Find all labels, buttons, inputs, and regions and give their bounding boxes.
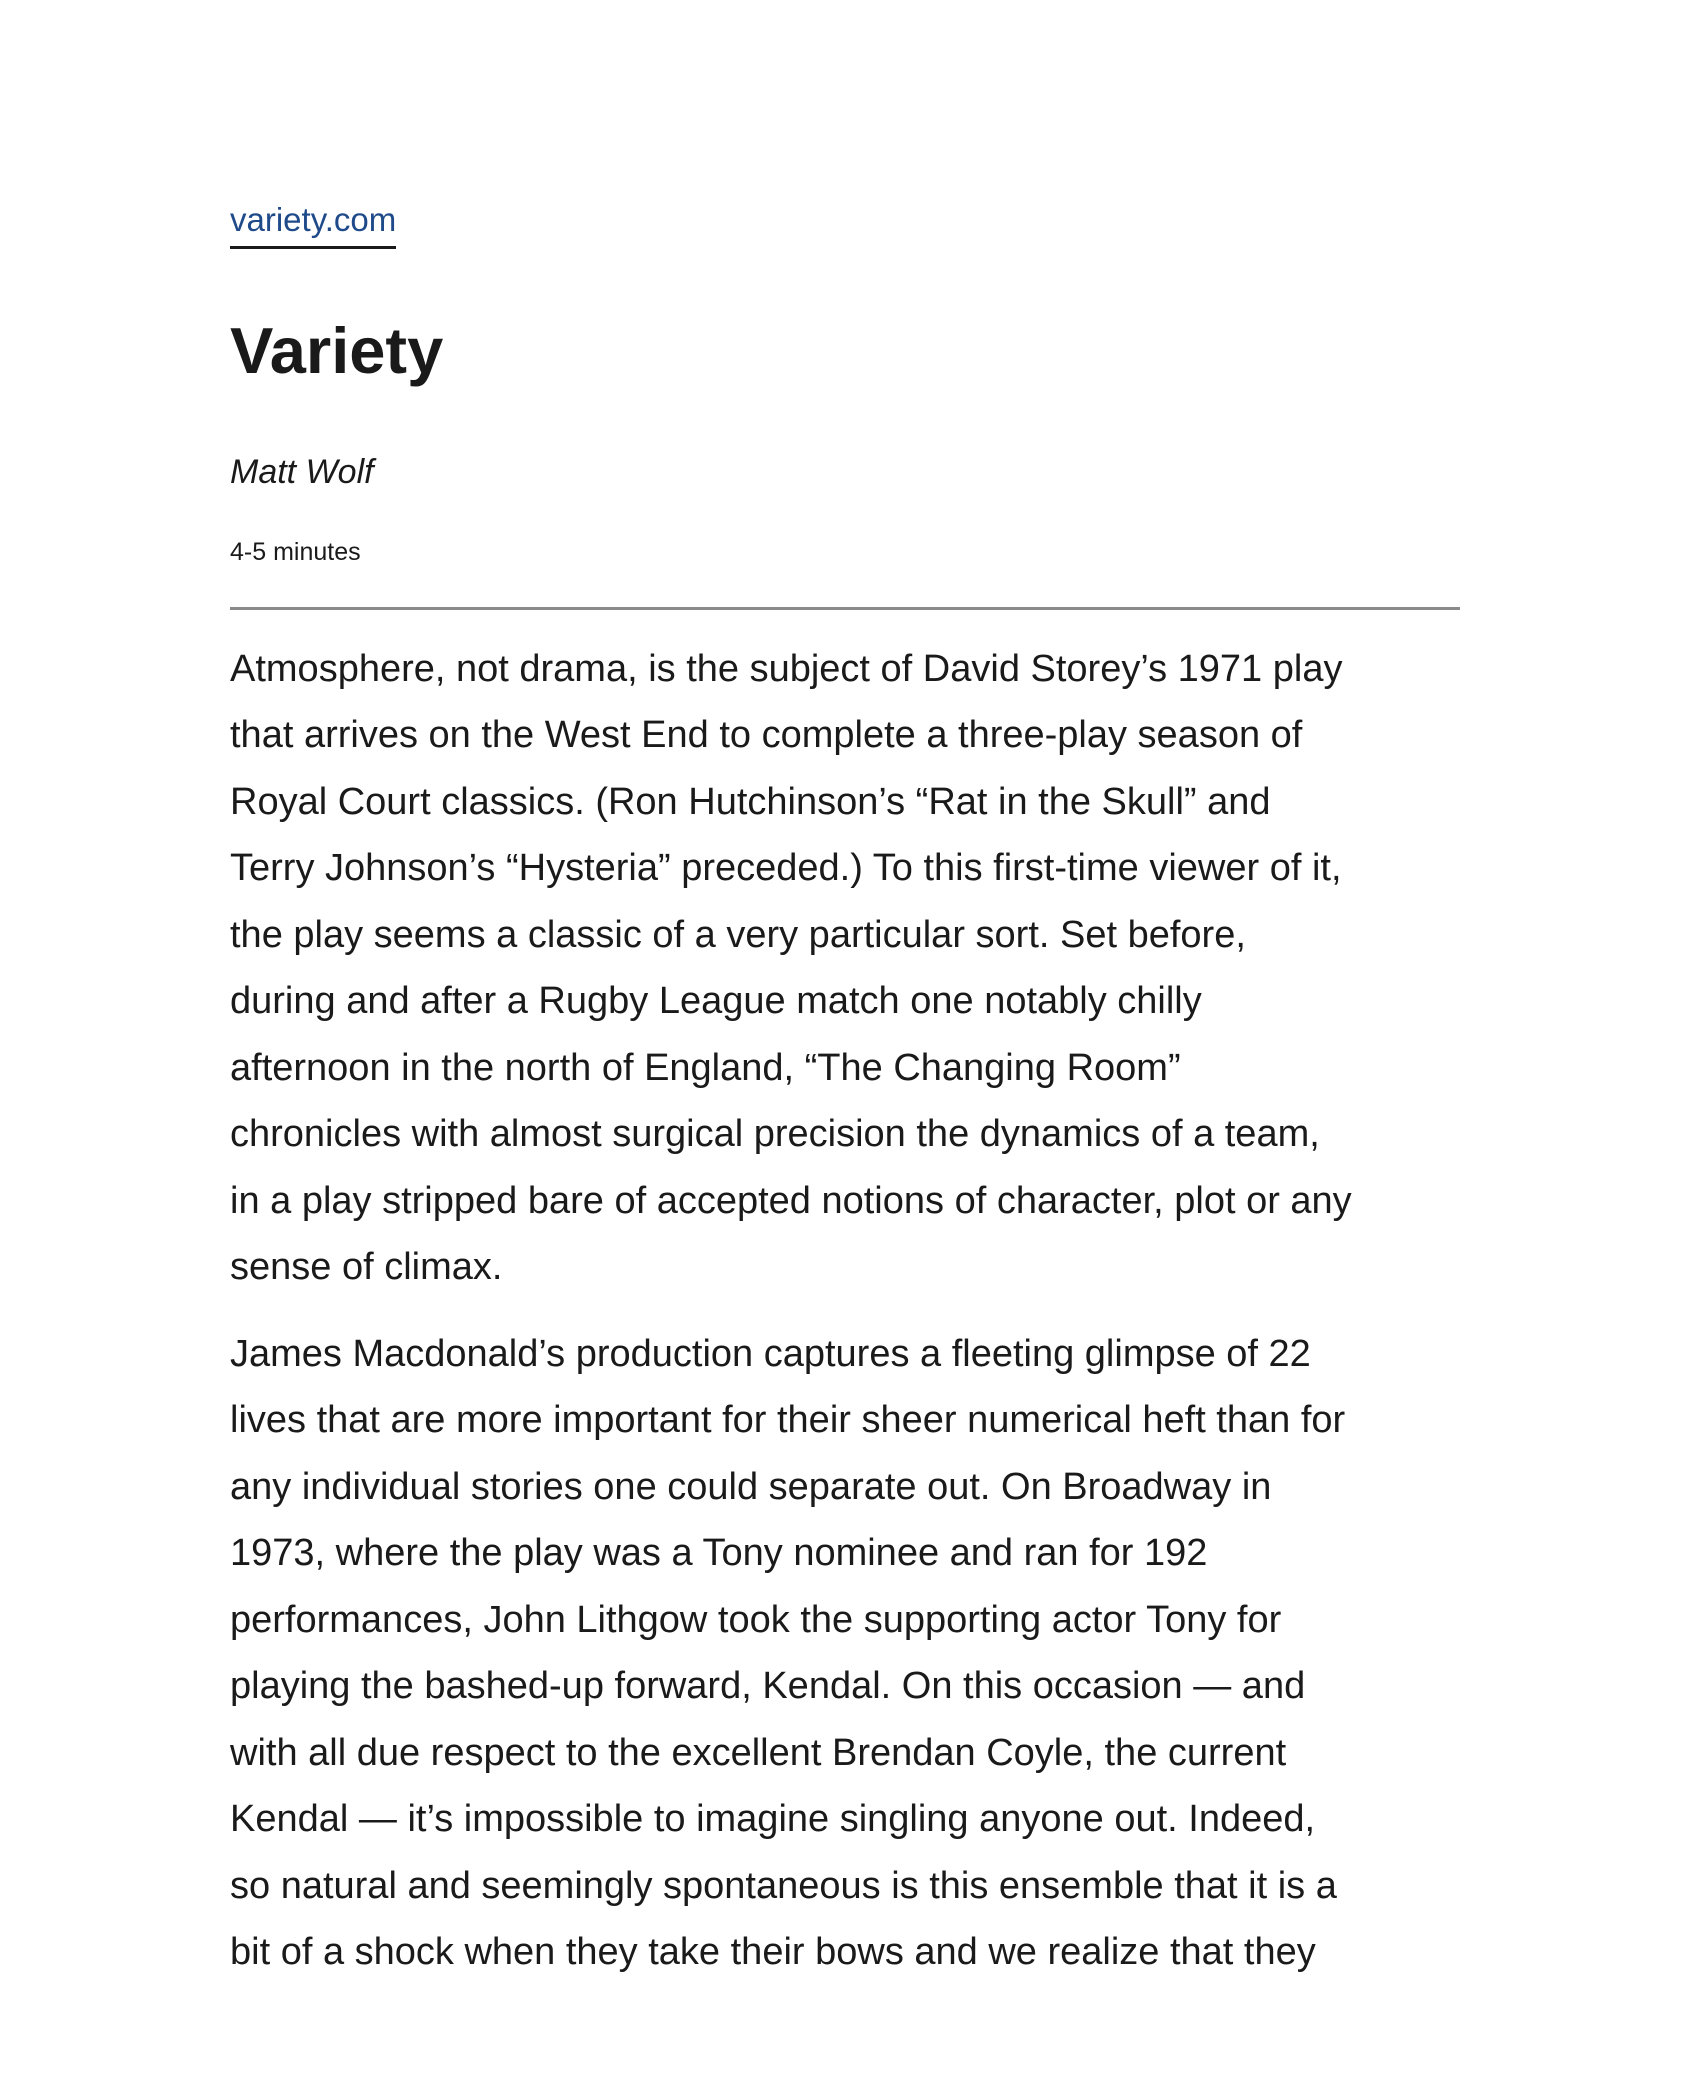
header-divider bbox=[230, 607, 1460, 610]
paragraph-line: afternoon in the north of England, “The Changing Room” bbox=[230, 1046, 1181, 1089]
paragraph-line: in a play stripped bare of accepted notions of character, plot or any bbox=[230, 1179, 1352, 1222]
paragraph-line: so natural and seemingly spontaneous is this ensemble that it is a bbox=[230, 1864, 1337, 1907]
paragraph-line: that arrives on the West End to complete a three-play season of bbox=[230, 714, 1303, 757]
paragraph-line: during and after a Rugby League match one notably chilly bbox=[230, 980, 1202, 1023]
paragraph-line: James Macdonald’s production captures a fleeting glimpse of 22 bbox=[230, 1332, 1311, 1375]
article-title: Variety bbox=[230, 313, 444, 387]
paragraph-line: Kendal — it’s impossible to imagine singling anyone out. Indeed, bbox=[230, 1798, 1316, 1841]
paragraph-line: Terry Johnson’s “Hysteria” preceded.) To this first-time viewer of it, bbox=[230, 847, 1342, 890]
paragraph-line: with all due respect to the excellent Brendan Coyle, the current bbox=[230, 1731, 1287, 1774]
paragraph-line: playing the bashed-up forward, Kendal. On this occasion — and bbox=[230, 1665, 1306, 1708]
paragraph-line: chronicles with almost surgical precision the dynamics of a team, bbox=[230, 1113, 1320, 1156]
paragraph-line: Atmosphere, not drama, is the subject of David Storey’s 1971 play bbox=[230, 647, 1343, 690]
paragraph-line: any individual stories one could separate out. On Broadway in bbox=[230, 1465, 1272, 1508]
paragraph-line: Royal Court classics. (Ron Hutchinson’s “Rat in the Skull” and bbox=[230, 780, 1271, 823]
paragraph-line: the play seems a classic of a very particular sort. Set before, bbox=[230, 913, 1246, 956]
read-time: 4-5 minutes bbox=[230, 537, 361, 566]
author-byline: Matt Wolf bbox=[230, 453, 374, 492]
paragraph-line: lives that are more important for their sheer numerical heft than for bbox=[230, 1399, 1346, 1442]
article-page bbox=[230, 200, 1460, 2006]
paragraph-line: bit of a shock when they take their bows and we realize that they bbox=[230, 1931, 1316, 1974]
article-paragraph bbox=[230, 1321, 1460, 1986]
paragraph-line: 1973, where the play was a Tony nominee and ran for 192 bbox=[230, 1532, 1208, 1575]
paragraph-line: performances, John Lithgow took the supporting actor Tony for bbox=[230, 1598, 1282, 1641]
article-body bbox=[230, 636, 1460, 1986]
article-paragraph bbox=[230, 636, 1460, 1301]
source-link[interactable]: variety.com bbox=[230, 200, 396, 249]
paragraph-line: sense of climax. bbox=[230, 1246, 503, 1289]
